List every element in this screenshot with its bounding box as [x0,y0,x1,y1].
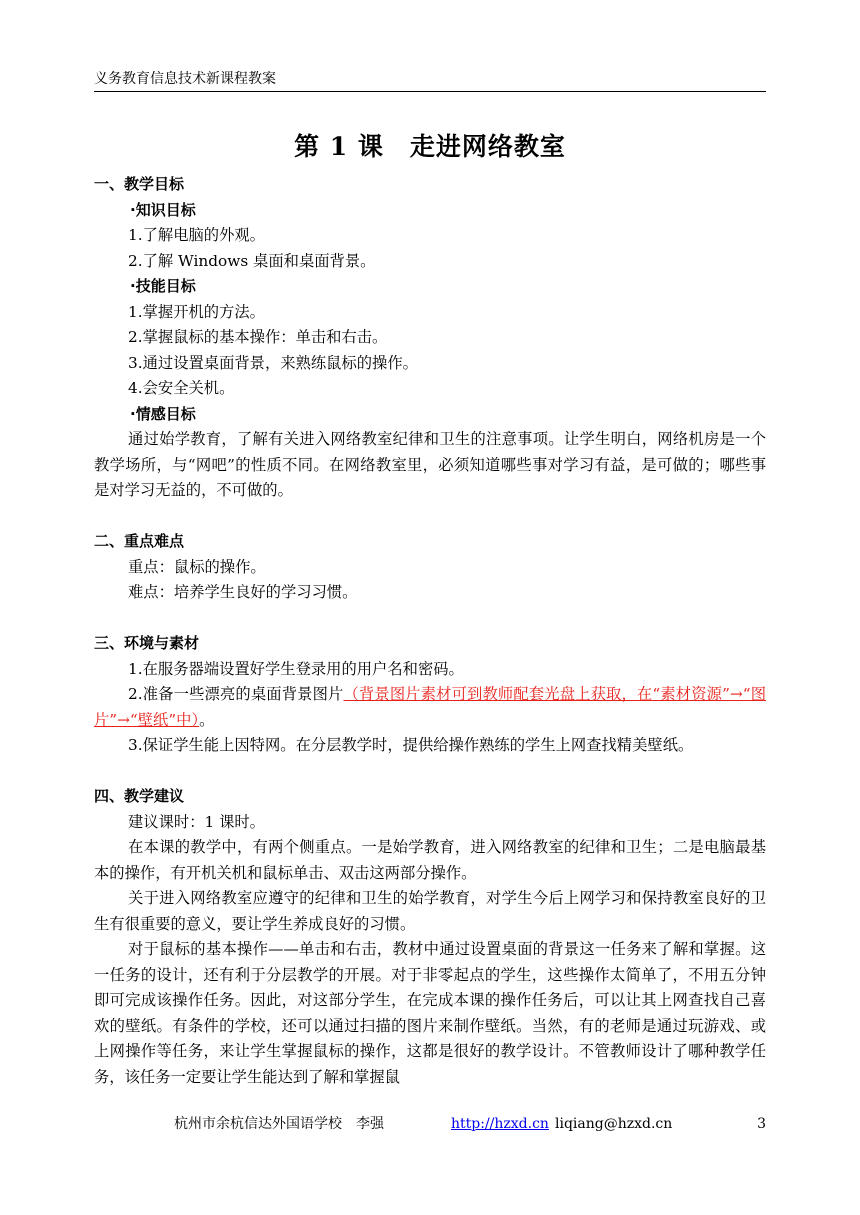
paragraph: 关于进入网络教室应遵守的纪律和卫生的始学教育，对学生今后上网学习和保持教室良好的卫生有很重要的意义，要让学生养成良好的习惯。 [94,889,766,933]
document-body [94,172,766,1090]
list-item: 难点：培养学生良好的学习习惯。 [128,583,358,601]
list-item: 3.通过设置桌面背景，来熟练鼠标的操作。 [128,353,418,372]
list-item: 1.掌握开机的方法。 [128,302,265,321]
list-item: 1.了解电脑的外观。 [128,226,265,244]
section-heading-environment: 三、环境与素材 [94,634,200,652]
list-item: 2.掌握鼠标的基本操作：单击和右击。 [128,328,388,346]
materials-text: 2.准备一些漂亮的桌面背景图片 [128,685,344,703]
section-heading-suggestions: 四、教学建议 [94,787,185,805]
list-item: 4.会安全关机。 [128,379,235,397]
paragraph-emotion: 通过始学教育，了解有关进入网络教室纪律和卫生的注意事项。让学生明白，网络机房是一个教学场所，与“网吧”的性质不同。在网络教室里，必须知道哪些事对学习有益，是可做的；哪些事是对学习无益的，不可做的。 [94,430,766,499]
materials-source-note: （背景图片素材可到教师配套光盘上获取，在“素材资源”→“图片”→“壁纸”中） [94,685,766,729]
header-divider [94,91,766,92]
subheading-knowledge: ·知识目标 [130,200,196,219]
footer-school: 杭州市余杭信达外国语学校 李强 [174,1116,384,1132]
lesson-title: 第 1 课 走进网络教室 [294,132,566,161]
list-item: 重点：鼠标的操作。 [128,557,266,576]
page-number: 3 [757,1116,766,1132]
materials-end: 。 [199,710,215,729]
page-header: 义务教育信息技术新课程教案 [94,71,276,87]
list-item: 3.保证学生能上因特网。在分层教学时，提供给操作熟练的学生上网查找精美壁纸。 [128,736,694,754]
list-item-materials [94,682,766,733]
paragraph: 对于鼠标的基本操作——单击和右击，教材中通过设置桌面的背景这一任务来了解和掌握。这一任务的设计，还有利于分层教学的开展。对于非零起点的学生，这些操作太简单了，不用五分钟即可完成该操作任务。因此，对这部分学生，在完成本课的操作任务后，可以让其上网查找自己喜欢的壁纸。有条件的学校，还可以通过扫描的图片来制作壁纸。当然，有的老师是通过玩游戏、或上网操作等任务，来让学生掌握鼠标的操作，这都是很好的教学设计。不管教师设计了哪种教学任务，该任务一定要让学生能达到了解和掌握鼠 [94,940,766,1086]
paragraph: 在本课的教学中，有两个侧重点。一是始学教育，进入网络教室的纪律和卫生；二是电脑最基本的操作，有开机关机和鼠标单击、双击这两部分操作。 [94,838,766,882]
footer-url-link[interactable]: http://hzxd.cn [451,1116,549,1132]
paragraph: 建议课时：1 课时。 [128,812,265,831]
subheading-emotion: ·情感目标 [130,404,196,423]
footer-email: liqiang@hzxd.cn [555,1116,673,1132]
subheading-skill: ·技能目标 [130,277,196,295]
section-heading-objectives: 一、教学目标 [94,175,185,193]
list-item: 2.了解 Windows 桌面和桌面背景。 [128,251,376,270]
section-heading-key-points: 二、重点难点 [94,532,185,550]
list-item: 1.在服务器端设置好学生登录用的用户名和密码。 [128,659,464,678]
